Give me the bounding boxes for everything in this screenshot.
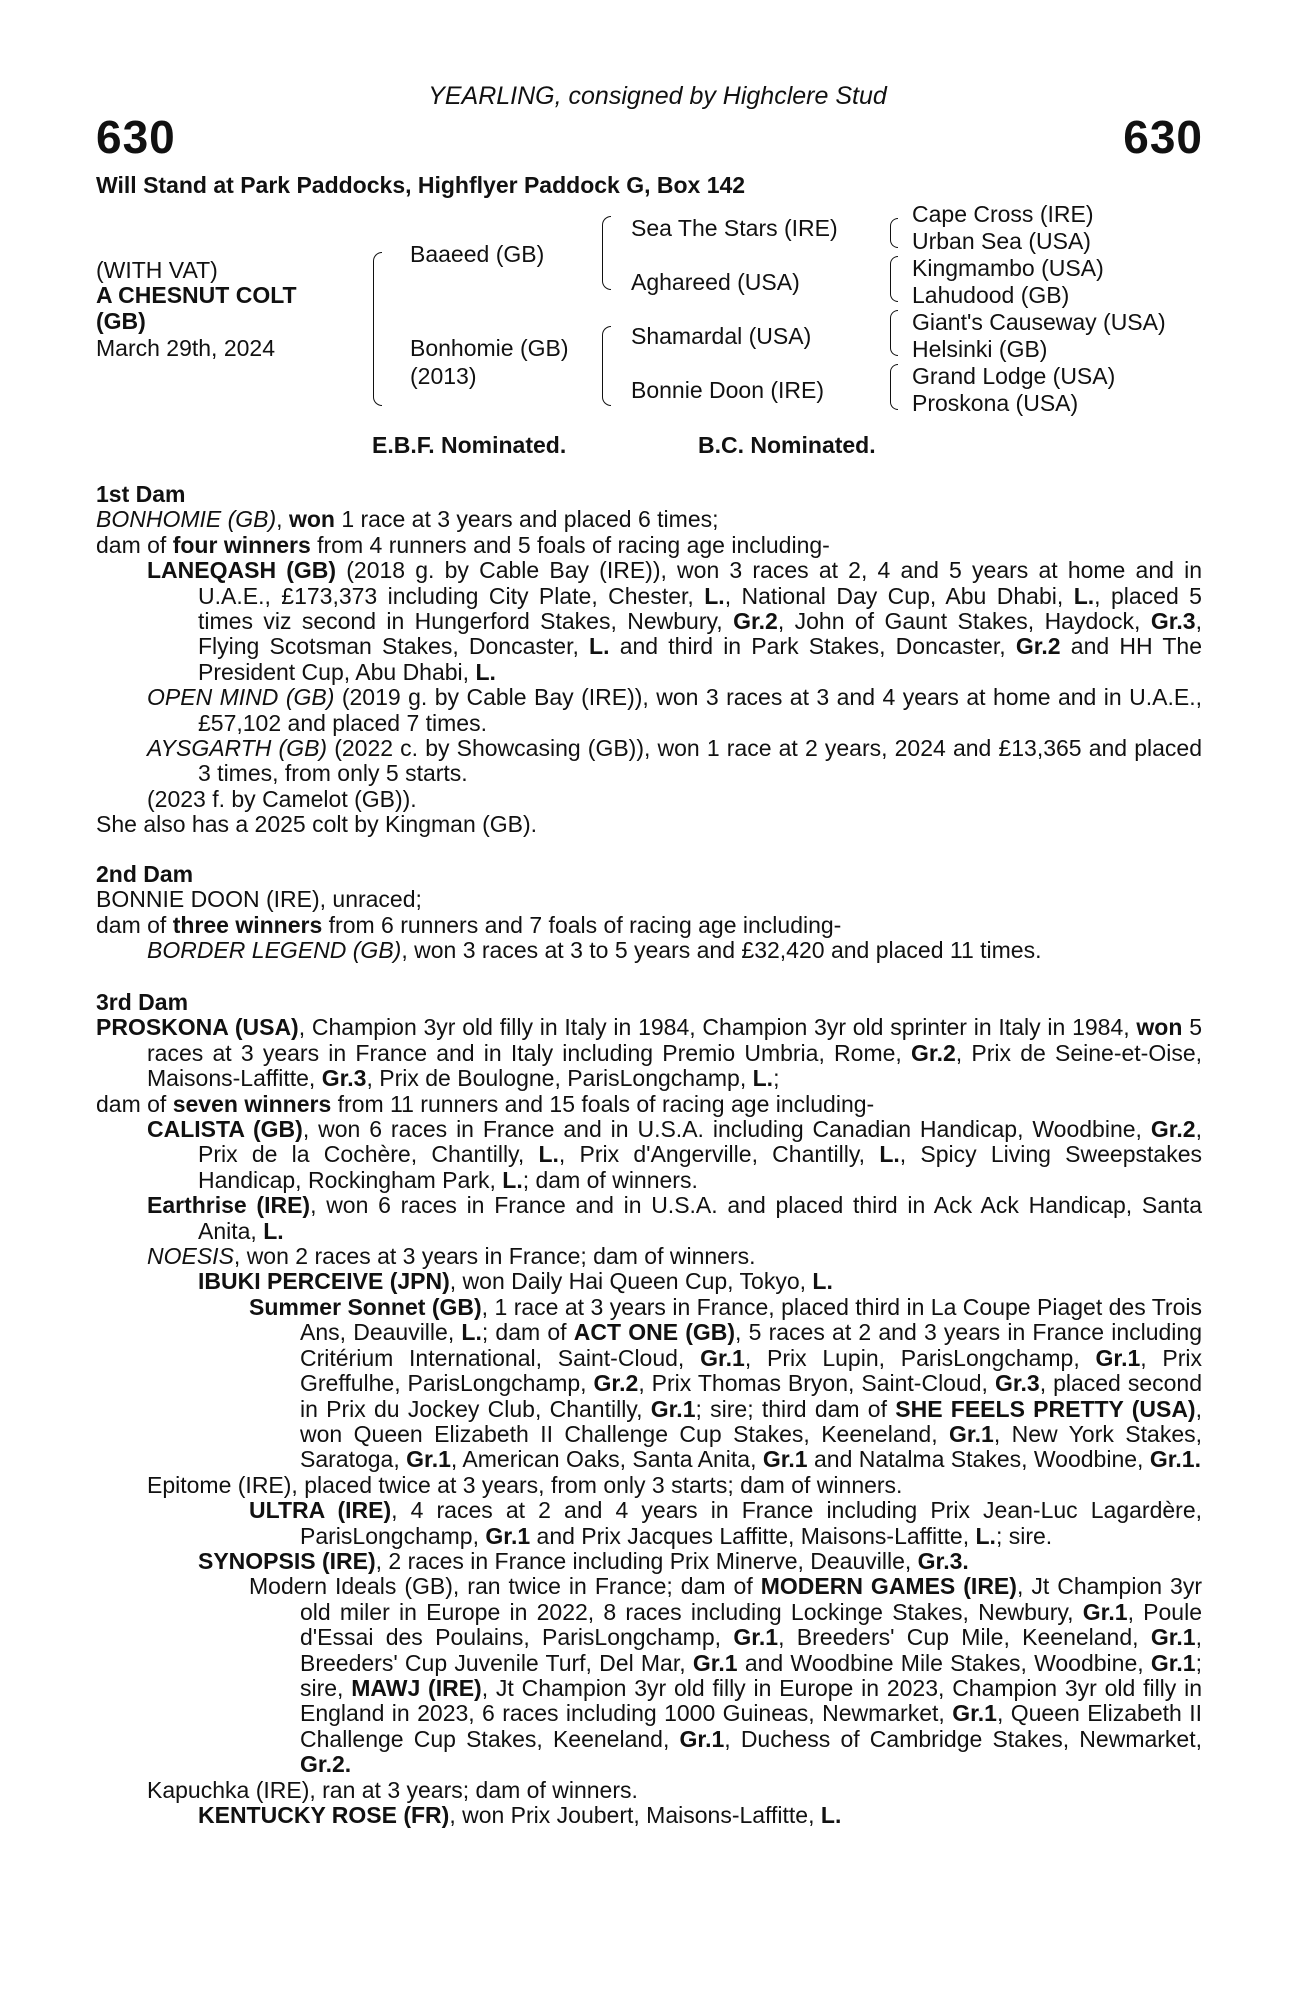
third-dam-heading: 3rd Dam bbox=[96, 989, 189, 1015]
pedigree-brace-gg3 bbox=[890, 310, 898, 356]
third-dam-section bbox=[96, 990, 1202, 1828]
calista-entry: CALISTA (GB), won 6 races in France and in U.S.A. including Canadian Handicap, Woodbine, Gr.2, Prix de la Cochère, Chantilly, L., Prix d'Angerville, Chantilly, L., Spicy Living Sweepstakes Handicap, Rockingham Park, L.; dam of winners. bbox=[147, 1116, 1202, 1193]
pedigree-brace-gg2 bbox=[890, 256, 898, 302]
first-dam-section bbox=[96, 482, 1202, 838]
pedigree-dam-year: (2013) bbox=[410, 363, 477, 389]
pedigree-dam-dam: Bonnie Doon (IRE) bbox=[631, 377, 825, 403]
pedigree-brace-dam bbox=[602, 326, 611, 406]
first-dam-produce-line: dam of four winners from 4 runners and 5 foals of racing age including- bbox=[96, 531, 830, 558]
pedigree-dam-sire: Shamardal (USA) bbox=[631, 323, 812, 349]
foal-2023-entry: (2023 f. by Camelot (GB)). bbox=[147, 785, 417, 812]
third-dam-produce-line: dam of seven winners from 11 runners and 15 foals of racing age including- bbox=[96, 1090, 875, 1117]
lot-number-right: 630 bbox=[1123, 111, 1203, 163]
pedigree-dam: Bonhomie (GB) bbox=[410, 335, 569, 361]
pedigree-sire-dam: Aghareed (USA) bbox=[631, 269, 800, 295]
second-dam-section bbox=[96, 862, 1202, 964]
laneqash-entry: LANEQASH (GB) (2018 g. by Cable Bay (IRE)), won 3 races at 2, 4 and 5 years at home and in U.A.E., £173,373 including City Plate, Chester, L., National Day Cup, Abu Dhabi, L., placed 5 times viz second in Hungerford Stakes, Newbury, Gr.2, John of Gaunt Stakes, Haydock, Gr.3, Flying Scotsman Stakes, Doncaster, L. and third in Park Stakes, Doncaster, Gr.2 and HH The President Cup, Abu Dhabi, L. bbox=[147, 557, 1202, 685]
horse-name-line2: (GB) bbox=[96, 308, 146, 334]
pedigree-gg-6: Helsinki (GB) bbox=[912, 336, 1048, 362]
first-dam-heading: 1st Dam bbox=[96, 481, 186, 507]
summer-sonnet-entry: Summer Sonnet (GB), 1 race at 3 years in France, placed third in La Coupe Piaget des Trois Ans, Deauville, L.; dam of ACT ONE (GB), 5 races at 2 and 3 years in France including Critérium International, Saint-Cloud, Gr.1, Prix Lupin, ParisLongchamp, Gr.1, Prix Greffulhe, ParisLongchamp, Gr.2, Prix Thomas Bryon, Saint-Cloud, Gr.3, placed second in Prix du Jockey Club, Chantilly, Gr.1; sire; third dam of SHE FEELS PRETTY (USA), won Queen Elizabeth II Challenge Cup Stakes, Keeneland, Gr.1, New York Stakes, Saratoga, Gr.1, American Oaks, Santa Anita, Gr.1 and Natalma Stakes, Woodbine, Gr.1. bbox=[249, 1293, 1203, 1473]
pedigree-sire-sire: Sea The Stars (IRE) bbox=[631, 215, 838, 241]
stand-location: Will Stand at Park Paddocks, Highflyer Paddock G, Box 142 bbox=[96, 172, 746, 198]
kentucky-rose-entry: KENTUCKY ROSE (FR), won Prix Joubert, Maisons-Laffitte, L. bbox=[198, 1802, 842, 1828]
pedigree-brace-gg1 bbox=[890, 218, 898, 248]
ultra-entry: ULTRA (IRE), 4 races at 2 and 4 years in France including Prix Jean-Luc Lagardère, ParisLongchamp, Gr.1 and Prix Jacques Laffitte, Maisons-Laffitte, L.; sire. bbox=[249, 1497, 1203, 1549]
pedigree-gg-8: Proskona (USA) bbox=[912, 390, 1079, 416]
pedigree-gg-7: Grand Lodge (USA) bbox=[912, 363, 1116, 389]
pedigree-gg-5: Giant's Causeway (USA) bbox=[912, 309, 1166, 335]
pedigree-gg-2: Urban Sea (USA) bbox=[912, 228, 1091, 254]
page-subtitle: YEARLING, consigned by Highclere Stud bbox=[428, 82, 887, 110]
lot-number-left: 630 bbox=[96, 111, 176, 163]
pedigree-gg-3: Kingmambo (USA) bbox=[912, 255, 1104, 281]
pedigree-brace-sire bbox=[602, 216, 611, 290]
synopsis-entry: SYNOPSIS (IRE), 2 races in France including Prix Minerve, Deauville, Gr.3. bbox=[198, 1547, 969, 1574]
proskona-entry: PROSKONA (USA), Champion 3yr old filly in Italy in 1984, Champion 3yr old sprinter in Italy in 1984, won 5 races at 3 years in France and in Italy including Premio Umbria, Rome, Gr.2, Prix de Seine-et-Oise, Maisons-Laffitte, Gr.3, Prix de Boulogne, ParisLongchamp, L.; bbox=[96, 1014, 1202, 1092]
ebf-nomination: E.B.F. Nominated. bbox=[372, 432, 567, 458]
earthrise-entry: Earthrise (IRE), won 6 races in France and in U.S.A. and placed third in Ack Ack Handicap, Santa Anita, L. bbox=[147, 1192, 1202, 1244]
pedigree-brace-main bbox=[373, 252, 382, 406]
epitome-entry: Epitome (IRE), placed twice at 3 years, from only 3 starts; dam of winners. bbox=[147, 1471, 903, 1498]
first-dam-line: BONHOMIE (GB), won 1 race at 3 years and placed 6 times; bbox=[96, 506, 719, 533]
kapuchka-entry: Kapuchka (IRE), ran at 3 years; dam of winners. bbox=[147, 1776, 638, 1803]
modern-ideals-entry: Modern Ideals (GB), ran twice in France; dam of MODERN GAMES (IRE), Jt Champion 3yr old miler in Europe in 2022, 8 races including Lockinge Stakes, Newbury, Gr.1, Poule d'Essai des Poulains, ParisLongchamp, Gr.1, Breeders' Cup Mile, Keeneland, Gr.1, Breeders' Cup Juvenile Turf, Del Mar, Gr.1 and Woodbine Mile Stakes, Woodbine, Gr.1; sire, MAWJ (IRE), Jt Champion 3yr old filly in Europe in 2023, Champion 3yr old filly in England in 2023, 6 races including 1000 Guineas, Newmarket, Gr.1, Queen Elizabeth II Challenge Cup Stakes, Keeneland, Gr.1, Duchess of Cambridge Stakes, Newmarket, Gr.2. bbox=[249, 1573, 1203, 1778]
border-legend-entry: BORDER LEGEND (GB), won 3 races at 3 to 5 years and £32,420 and placed 11 times. bbox=[147, 937, 1042, 964]
pedigree-brace-gg4 bbox=[890, 364, 898, 410]
bc-nomination: B.C. Nominated. bbox=[698, 432, 876, 458]
noesis-entry: NOESIS, won 2 races at 3 years in France; dam of winners. bbox=[147, 1243, 756, 1270]
vat-note: (WITH VAT) bbox=[96, 257, 218, 283]
second-dam-line: BONNIE DOON (IRE), unraced; bbox=[96, 886, 422, 913]
second-dam-heading: 2nd Dam bbox=[96, 861, 194, 887]
horse-name-line1: A CHESNUT COLT bbox=[96, 282, 297, 308]
pedigree-gg-1: Cape Cross (IRE) bbox=[912, 201, 1094, 227]
also-has-note: She also has a 2025 colt by Kingman (GB). bbox=[96, 811, 538, 838]
second-dam-produce-line: dam of three winners from 6 runners and 7 foals of racing age including- bbox=[96, 911, 842, 938]
aysgarth-entry: AYSGARTH (GB) (2022 c. by Showcasing (GB)), won 1 race at 2 years, 2024 and £13,365 and placed 3 times, from only 5 starts. bbox=[147, 735, 1203, 787]
ibuki-perceive-entry: IBUKI PERCEIVE (JPN), won Daily Hai Queen Cup, Tokyo, L. bbox=[198, 1268, 833, 1295]
foaling-date: March 29th, 2024 bbox=[96, 335, 276, 361]
open-mind-entry: OPEN MIND (GB) (2019 g. by Cable Bay (IRE)), won 3 races at 3 and 4 years at home and in U.A.E., £57,102 and placed 7 times. bbox=[147, 684, 1202, 736]
pedigree-sire: Baaeed (GB) bbox=[410, 241, 545, 267]
pedigree-gg-4: Lahudood (GB) bbox=[912, 282, 1070, 308]
